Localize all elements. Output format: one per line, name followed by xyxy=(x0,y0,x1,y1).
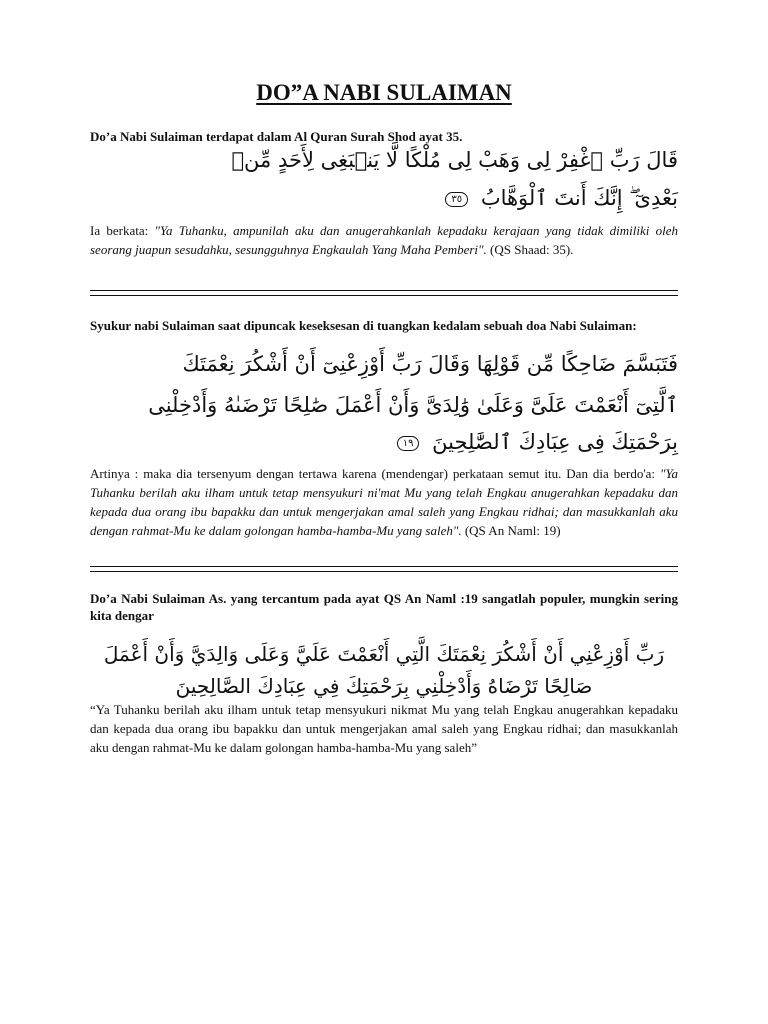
translation-quote: "Ya Tuhanku berilah aku ilham untuk tetap mensyukuri ni'mat Mu yang telah Engkau anugerahkan kepadaku dan kepada dua orang ibu bapakku dan untuk mengerjakan amal saleh yang Engkau ridhai; dan masukkanlah aku dengan rahmat-Mu ke dalam golongan hamba-hamba-Mu yang saleh". xyxy=(90,466,678,538)
section-divider xyxy=(90,566,678,572)
translation-reference: (QS An Naml: 19) xyxy=(461,523,561,538)
ayah-number-marker: ٣٥ xyxy=(445,192,468,207)
section3-arabic-line1: رَبِّ أَوْزِعْنِي أَنْ أَشْكُرَ نِعْمَتَكَ الَّتِي أَنْعَمْتَ عَلَيَّ وَعَلَى وَالِدَيَّ وَأَنْ أَعْمَلَ xyxy=(103,642,665,666)
translation-quote: "Ya Tuhanku, ampunilah aku dan anugerahkanlah kepadaku kerajaan yang tidak dimiliki oleh seorang juapun sesudahku, sesungguhnya Engkaulah Yang Maha Pemberi". xyxy=(90,223,678,257)
section3-translation: “Ya Tuhanku berilah aku ilham untuk tetap mensyukuri nikmat Mu yang telah Engkau anugerahkan kepadaku dan kepada dua orang ibu bapakku dan untuk mengerjakan amal saleh yang Engkau ridhai; dan masukkanlah aku dengan rahmat-Mu ke dalam golongan hamba-hamba-Mu yang saleh” xyxy=(90,702,678,755)
ayah-number-marker: ١٩ xyxy=(397,436,420,451)
section2-arabic-line2: ٱلَّتِىٓ أَنْعَمْتَ عَلَىَّ وَعَلَىٰ وَٰلِدَىَّ وَأَنْ أَعْمَلَ صَٰلِحًا تَرْضَىٰهُ وَأَدْخِلْنِى xyxy=(148,393,678,417)
translation-lead: Ia berkata: xyxy=(90,223,155,238)
section3-arabic-line2: صَالِحًا تَرْضَاهُ وَأَدْخِلْنِي بِرَحْمَتِكَ فِي عِبَادِكَ الصَّالِحِينَ xyxy=(175,674,593,698)
section1-translation xyxy=(90,221,678,259)
section1-arabic-line2 xyxy=(90,186,678,211)
section1-arabic-line1: قَالَ رَبِّ ٱغْفِرْ لِى وَهَبْ لِى مُلْكًا لَّا يَنۢبَغِى لِأَحَدٍ مِّنۢ xyxy=(231,148,678,172)
section2-heading: Syukur nabi Sulaiman saat dipuncak keseksesan di tuangkan kedalam sebuah doa Nabi Sulaiman: xyxy=(90,318,637,333)
section1-heading: Do’a Nabi Sulaiman terdapat dalam Al Quran Surah Shod ayat 35. xyxy=(90,129,463,144)
translation-reference: (QS Shaad: 35). xyxy=(486,242,574,257)
section3-heading: Do’a Nabi Sulaiman As. yang tercantum pada ayat QS An Naml :19 sangatlah populer, mungkin sering kita dengar xyxy=(90,591,678,623)
section2-arabic-line3 xyxy=(90,430,678,454)
page-title: DO”A NABI SULAIMAN xyxy=(256,80,512,105)
section-divider xyxy=(90,290,678,296)
translation-lead: Artinya : maka dia tersenyum dengan tertawa karena (mendengar) perkataan semut itu. Dan dia berdo'a: xyxy=(90,466,660,481)
section2-translation xyxy=(90,464,678,540)
section1-arabic-line2-text: بَعْدِىٓ ۖ إِنَّكَ أَنتَ ٱلْوَهَّابُ xyxy=(480,186,678,210)
section2-arabic-line3-text: بِرَحْمَتِكَ فِى عِبَادِكَ ٱلصَّٰلِحِينَ xyxy=(432,430,678,454)
section2-arabic-line1: فَتَبَسَّمَ ضَاحِكًا مِّن قَوْلِهَا وَقَالَ رَبِّ أَوْزِعْنِىٓ أَنْ أَشْكُرَ نِعْمَتَكَ xyxy=(182,352,678,376)
